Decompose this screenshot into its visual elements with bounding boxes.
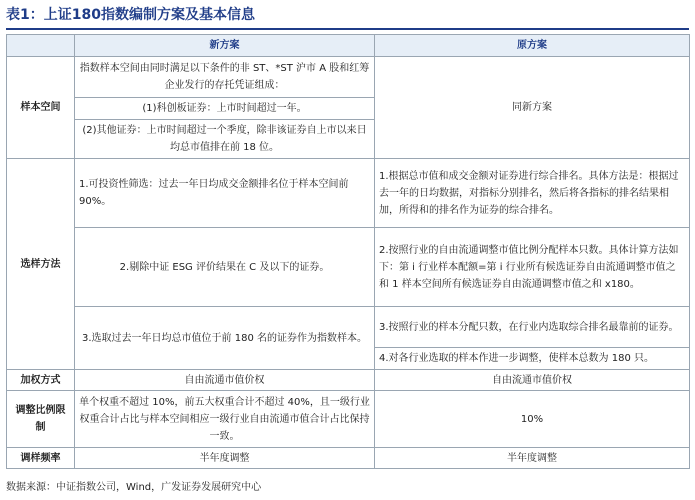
header-old-scheme: 原方案 (375, 35, 690, 57)
selection-new-3: 3.选取过去一年日均总市值位于前 180 名的证券作为指数样本。 (75, 307, 375, 370)
row-label-cap: 调整比例限制 (7, 391, 75, 448)
sample-space-old: 同新方案 (375, 57, 690, 159)
cap-old: 10% (375, 391, 690, 448)
row-label-frequency: 调样频率 (7, 448, 75, 469)
table-row (7, 448, 690, 469)
weighting-new: 自由流通市值价权 (75, 370, 375, 391)
weighting-old: 自由流通市值价权 (375, 370, 690, 391)
sample-space-new-1: 指数样本空间由同时满足以下条件的非 ST、*ST 沪市 A 股和红筹企业发行的存托凭证组成： (75, 57, 375, 98)
table-title: 表1：上证180指数编制方案及基本信息 (6, 2, 689, 30)
data-source-note: 数据来源：中证指数公司，Wind，广发证券发展研究中心 (6, 482, 262, 493)
row-label-sample-space: 样本空间 (7, 57, 75, 159)
selection-new-1: 1.可投资性筛选：过去一年日均成交金额排名位于样本空间前 90%。 (75, 159, 375, 228)
frequency-old: 半年度调整 (375, 448, 690, 469)
table-row (7, 370, 690, 391)
selection-old-2: 2.按照行业的自由流通调整市值比例分配样本只数。具体计算方法如下：第 i 行业样本配额=第 i 行业所有候选证券自由流通调整市值之和 1 样本空间所有候选证券自由流通调整市值之和 x180。 (375, 228, 690, 307)
table-row (7, 57, 690, 98)
selection-new-2: 2.剔除中证 ESG 评价结果在 C 及以下的证券。 (75, 228, 375, 307)
table-row (7, 159, 690, 228)
frequency-new: 半年度调整 (75, 448, 375, 469)
selection-old-1: 1.根据总市值和成交金额对证券进行综合排名。具体方法是：根据过去一年的日均数据，对指标分别排名，然后将各指标的排名结果相加，所得和的排名作为证券的综合排名。 (375, 159, 690, 228)
header-row (7, 35, 690, 57)
row-label-weighting: 加权方式 (7, 370, 75, 391)
header-new-scheme: 新方案 (75, 35, 375, 57)
table-row (7, 391, 690, 448)
sample-space-new-2: (1)科创板证券：上市时间超过一年。 (75, 98, 375, 120)
selection-old-3: 3.按照行业的样本分配只数，在行业内选取综合排名最靠前的证券。 (375, 307, 690, 348)
header-blank (7, 35, 75, 57)
index-scheme-table (6, 34, 690, 469)
row-label-selection: 选样方法 (7, 159, 75, 370)
cap-new: 单个权重不超过 10%，前五大权重合计不超过 40%，且一级行业权重合计占比与样本空间相应一级行业自由流通市值合计占比保持一致。 (75, 391, 375, 448)
table-row (7, 307, 690, 348)
table-row (7, 228, 690, 307)
sample-space-new-3: (2)其他证券：上市时间超过一个季度，除非该证券自上市以来日均总市值排在前 18 位。 (75, 120, 375, 159)
selection-old-4: 4.对各行业选取的样本作进一步调整，使样本总数为 180 只。 (375, 348, 690, 370)
